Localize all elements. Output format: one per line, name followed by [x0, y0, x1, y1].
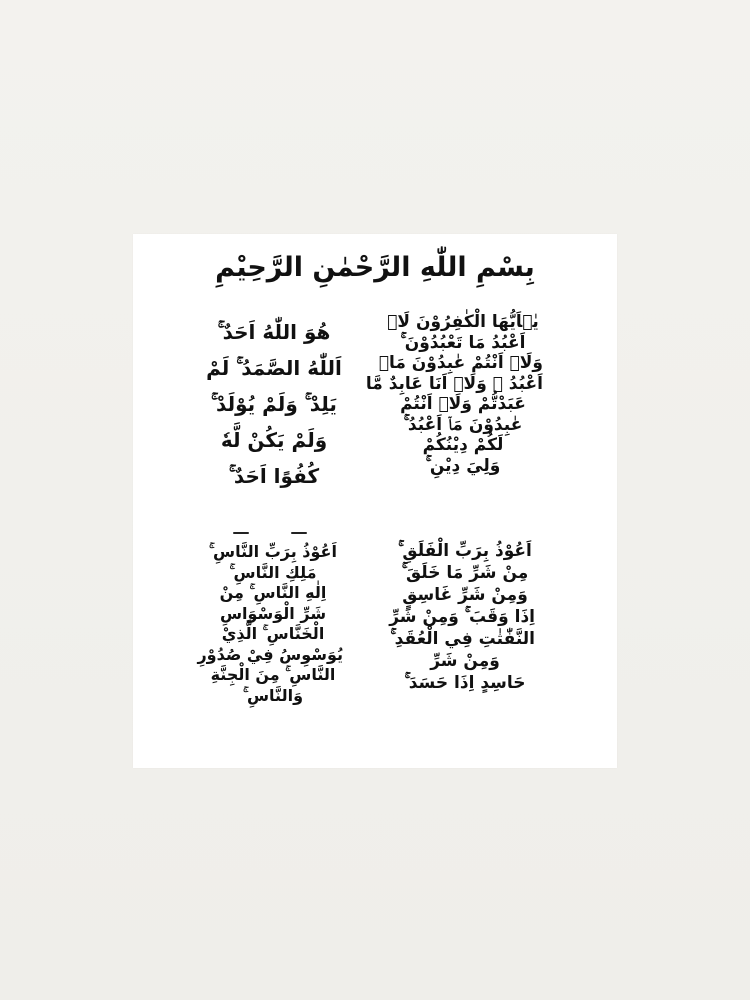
- verse-line: اَعُوْذُ بِرَبِّ الْفَلَقِ ۚ: [398, 541, 532, 561]
- verse-line: كُفُوًا اَحَدٌ ۚ: [228, 464, 320, 488]
- verse-line: اَعْبُدُ مَا تَعْبُدُوْنَ ۚ: [400, 332, 526, 353]
- verse-line: وَلَمْ يَكُنْ لَّهٗ: [220, 428, 328, 452]
- verse-line: الْخَنَّاسِ ۚ الَّذِيْ: [221, 624, 325, 643]
- verse-line: شَرِّ الْوَسْوَاسِ: [219, 603, 327, 623]
- verse-line: اَعُوْذُ بِرَبِّ النَّاسِ ۚ: [209, 542, 337, 561]
- art-print: [133, 234, 617, 768]
- verse-line: وَلَاۤ اَنْتُمْ عٰبِدُوْنَ مَاۤ: [378, 353, 543, 373]
- surah-nas: [197, 542, 343, 706]
- surah-ikhlas: [199, 314, 349, 494]
- verse-line: وَمِنْ شَرِّ: [430, 651, 500, 671]
- verse-line: النَّفّٰثٰتِ فِي الْعُقَدِ ۚ: [390, 629, 535, 649]
- verse-line: عٰبِدُوْنَ مَاۤ اَعْبُدُ ۚ: [403, 414, 523, 435]
- verse-line: مَلِكِ النَّاسِ ۚ: [229, 562, 317, 582]
- verse-line: اَعْبُدُ ۚ وَلَاۤ اَنَا عَابِدٌ مَّا: [365, 373, 543, 394]
- basmala-heading: بِسْمِ اللّٰهِ الرَّحْمٰنِ الرَّحِيْمِ: [215, 252, 535, 283]
- verse-line: اِذَا وَقَبَ ۚ وَمِنْ شَرِّ: [389, 607, 535, 627]
- dash-mark: [233, 532, 249, 534]
- verse-line: عَبَدْتُّمْ وَلَاۤ اَنْتُمْ: [400, 394, 526, 414]
- verse-line: مِنْ شَرِّ مَا خَلَقَ ۚ: [401, 563, 529, 583]
- verse-line: لَكُمْ دِيْنُكُمْ: [422, 435, 504, 455]
- surah-falaq: [389, 540, 535, 694]
- surah-kafirun: [365, 312, 543, 476]
- verse-line: النَّاسِ ۚ مِنَ الْجِنَّةِ: [210, 665, 336, 684]
- verse-line: يَلِدْ ۚ وَلَمْ يُوْلَدْ ۚ: [211, 392, 337, 416]
- verse-line: يٰۤاَيُّهَا الْكٰفِرُوْنَ لَاۤ: [387, 312, 539, 332]
- decorative-dashes: [203, 532, 343, 536]
- verse-line: حَاسِدٍ اِذَا حَسَدَ ۚ: [404, 673, 526, 693]
- verse-line: وَالنَّاسِ ۚ: [242, 685, 304, 705]
- verse-line: اِلٰهِ النَّاسِ ۚ مِنْ: [219, 583, 327, 602]
- verse-line: وَلِيَ دِيْنِ ۚ: [425, 455, 501, 476]
- verse-line: هُوَ اللّٰهُ اَحَدٌ ۚ: [217, 320, 331, 344]
- verse-line: يُوَسْوِسُ فِيْ صُدُوْرِ: [197, 644, 343, 664]
- verse-line: وَمِنْ شَرِّ غَاسِقٍ: [402, 585, 528, 605]
- verse-line: اَللّٰهُ الصَّمَدُ ۚ لَمْ: [206, 356, 342, 380]
- dash-mark: [291, 532, 307, 534]
